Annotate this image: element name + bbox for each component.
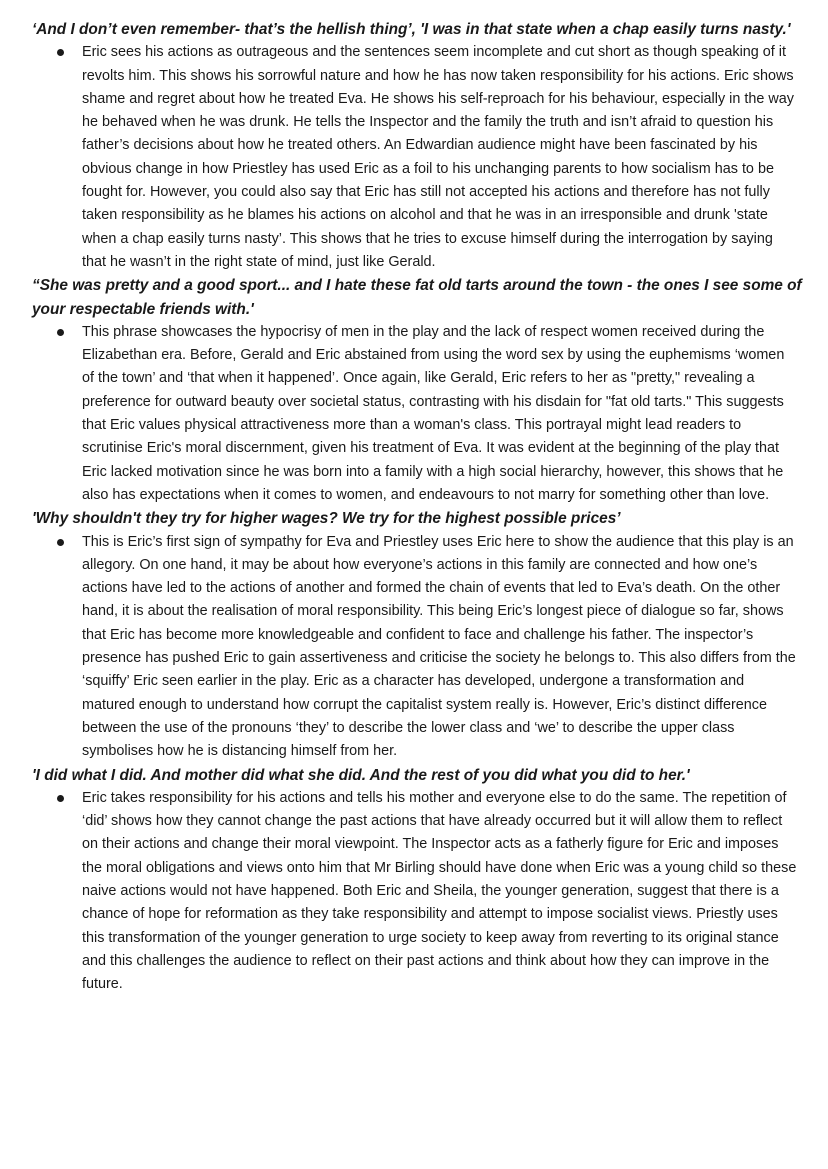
quote-heading-1: ‘And I don’t even remember- that’s the hellish thing’, 'I was in that state when a chap easily turns nasty.' bbox=[32, 21, 791, 38]
analysis-paragraph-4 bbox=[82, 787, 802, 997]
quote-heading-2: “She was pretty and a good sport... and I hate these fat old tarts around the town - the ones I see some of your respectable friends with.' bbox=[32, 277, 802, 318]
analysis-list-4 bbox=[32, 787, 802, 997]
analysis-text-2: This phrase showcases the hypocrisy of men in the play and the lack of respect women received during the Elizabethan era. Before, Gerald and Eric abstained from using the word sex by using the euphemisms ‘women of the town’ and ‘that when it happened’. Once again, like Gerald, Eric refers to her as "pretty," revealing a preference for outward beauty over societal status, contrasting with his disdain for "fat old tarts." This suggests that Eric values physical attractiveness more than a woman's class. This portrayal might lead readers to scrutinise Eric's moral discernment, given his treatment of Eva. It was evident at the beginning of the play that Eric lacked motivation since he was born into a family with a high social hierarchy, however, this shows that he also has expectations when it comes to women, and endeavours to not marry for something other than love. bbox=[82, 323, 785, 503]
analysis-text-1: Eric sees his actions as outrageous and the sentences seem incomplete and cut short as though speaking of it revolts him. This shows his sorrowful nature and how he has now taken responsibility for his actions. Eric shows shame and regret about how he treated Eva. He shows his self-reproach for his behaviour, especially in the way he behaved when he was drunk. He tells the Inspector and the family the truth and isn’t afraid to question his father’s decisions about how he treated others. An Edwardian audience might have been fascinated by his obvious change in how Priestley has used Eric as a foil to his unchanging parents to how socialism has to be fought for. However, you could also say that Eric has still not accepted his actions and therefore has not fully taken responsibility as he blames his actions on alcohol and that he was in an irresponsible and drunk 'state when a chap easily turns nasty’. This shows that he tries to excuse himself during the interrogation by saying that he wasn’t in the right state of mind, just like Gerald. bbox=[82, 44, 794, 270]
analysis-text-3: This is Eric’s first sign of sympathy for Eva and Priestley uses Eric here to show the audience that this play is an allegory. On one hand, it may be about how everyone’s actions in this family are connected and how one’s actions have led to the actions of another and formed the chain of events that led to Eva’s death. On the other hand, it is about the realisation of moral responsibility. This being Eric’s longest piece of dialogue so far, shows that Eric has become more knowledgeable and confident to face and challenge his father. The inspector’s presence has pushed Eric to gain assertiveness and criticise the society he belongs to. This also differs from the ‘squiffy’ Eric seen earlier in the play. Eric as a character has developed, undergone a transformation and matured enough to understand how corrupt the capitalist system really is. However, Eric’s distinct difference between the use of the pronouns ‘they’ to describe the lower class and ‘we’ to describe the upper class symbolises how he is distancing himself from her. bbox=[82, 533, 796, 760]
quote-heading-3: 'Why shouldn't they try for higher wages? We try for the highest possible prices’ bbox=[32, 510, 621, 528]
analysis-paragraph-1 bbox=[82, 41, 802, 274]
bullet-icon bbox=[57, 795, 64, 802]
quote-heading-4: 'I did what I did. And mother did what she did. And the rest of you did what you did to her.' bbox=[32, 766, 690, 784]
analysis-paragraph-3 bbox=[82, 531, 802, 764]
analysis-paragraph-2 bbox=[82, 321, 802, 507]
analysis-list-3 bbox=[32, 531, 802, 764]
bullet-icon bbox=[57, 49, 64, 56]
document-page bbox=[32, 18, 802, 996]
bullet-icon bbox=[57, 539, 64, 546]
bullet-icon bbox=[57, 329, 64, 336]
analysis-list-2 bbox=[32, 321, 802, 507]
analysis-list-1 bbox=[32, 41, 802, 274]
analysis-text-4: Eric takes responsibility for his actions and tells his mother and everyone else to do the same. The repetition of ‘did’ shows how they cannot change the past actions that have already occurred but it will allow them to reflect on their actions and change their moral viewpoint. The Inspector acts as a fatherly figure for Eric and imposes the moral obligations and views onto him that Mr Birling should have done when Eric was a young child so these naive actions would not have happened. Both Eric and Sheila, the younger generation, suggest that there is a chance of hope for reformation as they take responsibility and attempt to impose socialist views. Priestly uses this transformation of the younger generation to urge society to keep away from reverting to its original stance and this challenges the audience to reflect on their past actions and think about how they can improve in the future. bbox=[82, 789, 797, 993]
